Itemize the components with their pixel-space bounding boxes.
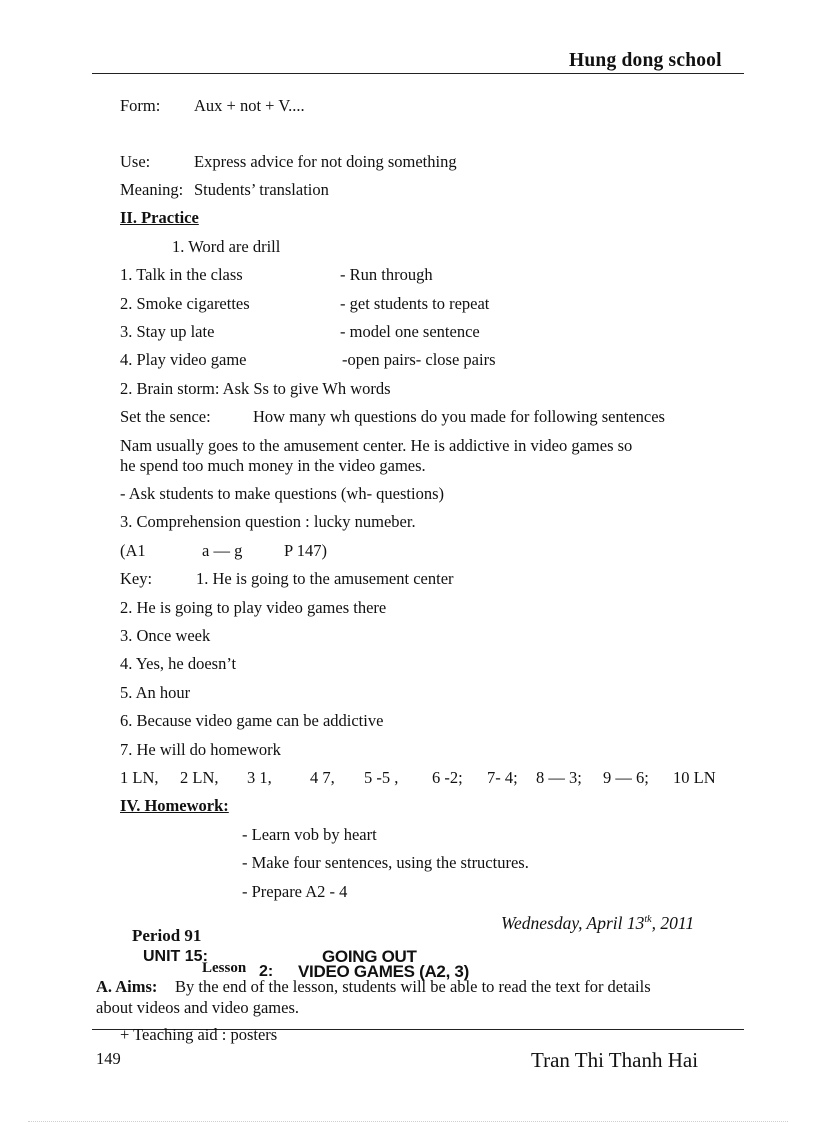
date-main: Wednesday, April 13: [501, 912, 645, 933]
lucky-number: 2 LN,: [180, 768, 219, 787]
drill-title: 1. Word are drill: [172, 237, 281, 256]
reference-b: a — g: [202, 541, 243, 560]
header-rule: [92, 73, 744, 74]
homework-item: - Prepare A2 - 4: [242, 882, 348, 901]
answer-line: 6. Because video game can be addictive: [120, 711, 384, 730]
reference-a: (A1: [120, 541, 146, 560]
answer-line: 3. Once week: [120, 626, 211, 645]
practice-heading: II. Practice: [120, 208, 199, 227]
lucky-number: 3 1,: [247, 768, 272, 787]
paragraph-line: Nam usually goes to the amusement center. He is addictive in video games so: [120, 436, 633, 455]
meaning-label: Meaning:: [120, 180, 184, 199]
unit-label: UNIT 15:: [143, 948, 208, 965]
school-header: Hung dong school: [569, 50, 722, 71]
lucky-number: 1 LN,: [120, 768, 159, 787]
homework-item: - Learn vob by heart: [242, 825, 377, 844]
answer-line: 2. He is going to play video games there: [120, 598, 387, 617]
meaning-value: Students’ translation: [194, 180, 329, 199]
set-value: How many wh questions do you made for following sentences: [253, 407, 665, 426]
answer-line: 7. He will do homework: [120, 740, 281, 759]
ask-line: - Ask students to make questions (wh- questions): [120, 484, 445, 503]
unit-title: GOING OUT: [322, 947, 417, 966]
lucky-number: 8 — 3;: [536, 768, 582, 787]
use-label: Use:: [120, 152, 151, 171]
lucky-number: 5 -5 ,: [364, 768, 399, 787]
drill-row-left: 3. Stay up late: [120, 322, 215, 341]
lucky-number: 7- 4;: [487, 768, 518, 787]
drill-row-left: 2. Smoke cigarettes: [120, 294, 250, 313]
answer-line: 4. Yes, he doesn’t: [120, 654, 237, 673]
lesson-title: VIDEO GAMES (A2, 3): [298, 962, 469, 981]
date-suffix: tk: [644, 914, 652, 925]
key-label: Key:: [120, 569, 153, 588]
lesson-date: [501, 909, 694, 934]
homework-item: - Make four sentences, using the structures.: [242, 853, 529, 872]
key-answer: 1. He is going to the amusement center: [196, 569, 454, 588]
aims-text: By the end of the lesson, students will be able to read the text for details: [175, 977, 651, 996]
lucky-number: 10 LN: [673, 768, 716, 787]
brainstorm-line: 2. Brain storm: Ask Ss to give Wh words: [120, 379, 391, 398]
drill-row-right: - get students to repeat: [340, 294, 490, 313]
lucky-number: 9 — 6;: [603, 768, 649, 787]
answer-line: 5. An hour: [120, 683, 191, 702]
drill-row-right: - Run through: [340, 265, 433, 284]
drill-row-right: - model one sentence: [340, 322, 480, 341]
lesson-number: 2:: [259, 963, 274, 980]
drill-row-left: 1. Talk in the class: [120, 265, 243, 284]
page-number: 149: [96, 1049, 121, 1068]
author-name: Tran Thi Thanh Hai: [531, 1048, 699, 1072]
lucky-number: 4 7,: [310, 768, 335, 787]
paragraph-line: he spend too much money in the video games.: [120, 456, 426, 475]
lucky-number: 6 -2;: [432, 768, 463, 787]
reference-c: P 147): [284, 541, 327, 560]
set-label: Set the sence:: [120, 407, 211, 426]
homework-heading: IV. Homework:: [120, 796, 229, 815]
comprehension-line: 3. Comprehension question : lucky numeber.: [120, 512, 416, 531]
aims-text: about videos and video games.: [96, 998, 299, 1017]
teaching-aid: + Teaching aid : posters: [120, 1025, 278, 1044]
form-value: Aux + not + V....: [194, 96, 305, 115]
date-year: , 2011: [651, 912, 695, 933]
lesson-label: Lesson: [202, 960, 247, 976]
form-label: Form:: [120, 96, 161, 115]
drill-row-right: -open pairs- close pairs: [342, 350, 496, 369]
bottom-dotted-rule: [28, 1121, 788, 1122]
use-value: Express advice for not doing something: [194, 152, 457, 171]
period-number: Period 91: [132, 926, 202, 945]
drill-row-left: 4. Play video game: [120, 350, 247, 369]
aims-label: A. Aims:: [96, 977, 158, 996]
